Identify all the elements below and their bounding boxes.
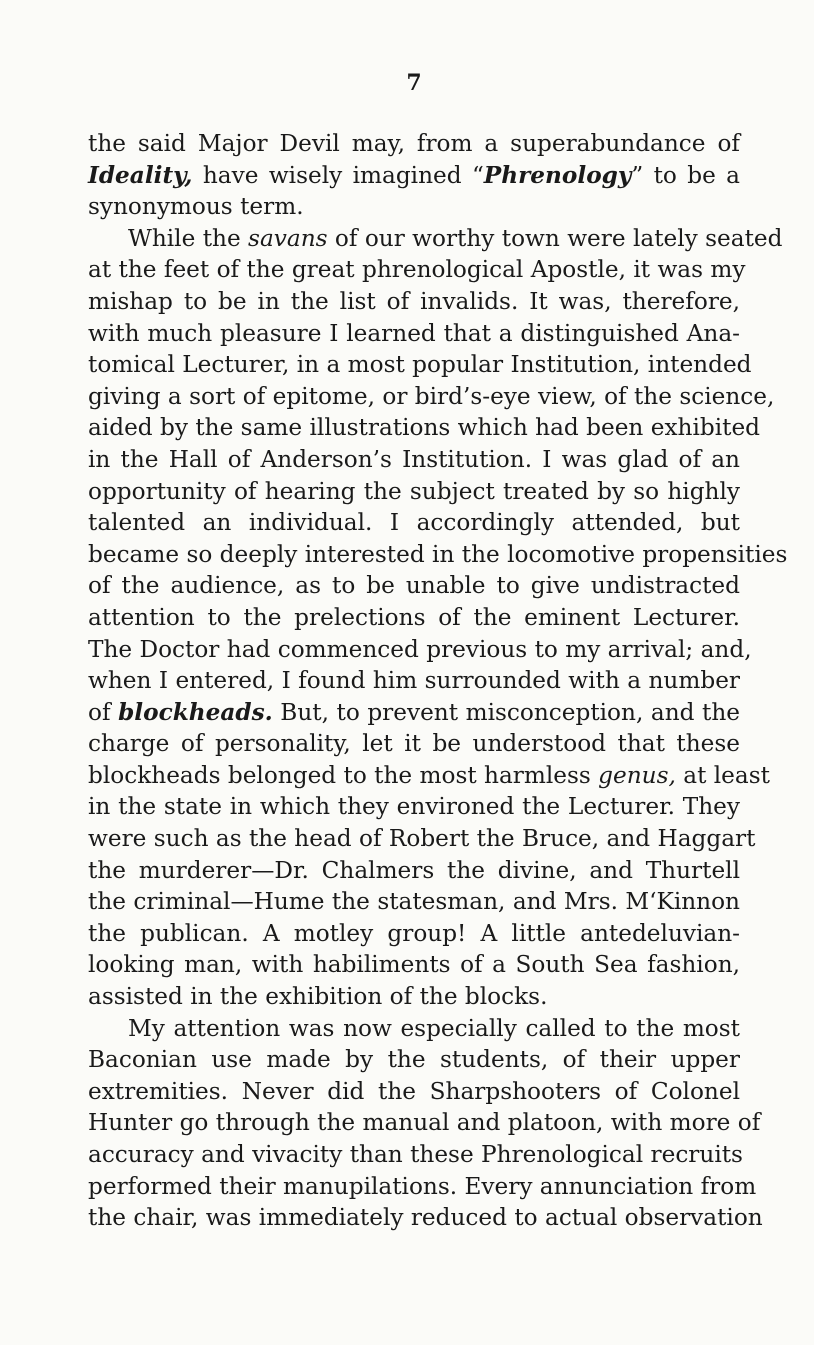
text-run: assisted in the exhibition of the blocks. — [88, 983, 548, 1011]
text-run: the publican. A motley group! A little antedeluvian- — [88, 919, 740, 947]
emphasized-text: genus, — [598, 761, 676, 789]
text-run: synonymous term. — [88, 193, 304, 221]
text-line — [88, 254, 746, 286]
text-run: of — [88, 698, 119, 726]
text-line — [88, 412, 761, 444]
text-line — [88, 1202, 763, 1234]
emphasized-text: Phrenology — [483, 161, 632, 189]
text-line — [88, 918, 740, 950]
emphasized-text: savans — [248, 224, 328, 252]
text-line — [88, 949, 740, 981]
text-run: have wisely imagined “ — [192, 161, 484, 189]
text-run: at least — [675, 761, 770, 789]
text-line — [88, 728, 740, 760]
text-run: My attention was now especially called to the most — [128, 1014, 740, 1042]
text-run: The Doctor had commenced previous to my arrival; and, — [88, 635, 752, 663]
text-line — [88, 697, 740, 729]
text-run: looking man, with habiliments of a South Sea fashion, — [88, 951, 740, 979]
text-line — [88, 634, 752, 666]
text-line — [88, 1139, 743, 1171]
body-text — [88, 128, 788, 1234]
text-run: But, to prevent misconception, and the — [272, 698, 740, 726]
text-run: at the feet of the great phrenological Apostle, it was my — [88, 256, 746, 284]
text-line — [88, 476, 740, 508]
text-line — [88, 886, 740, 918]
text-run: performed their manupilations. Every annunciation from — [88, 1172, 757, 1200]
text-run: in the Hall of Anderson’s Institution. I was glad of an — [88, 445, 740, 473]
text-line — [88, 223, 783, 255]
text-run: tomical Lecturer, in a most popular Institution, intended — [88, 351, 752, 379]
text-line — [88, 1044, 740, 1076]
text-run: Baconian use made by the students, of their upper — [88, 1046, 740, 1074]
text-run: when I entered, I found him surrounded with a number — [88, 667, 740, 695]
text-run: extremities. Never did the Sharpshooters of Colonel — [88, 1077, 740, 1105]
text-run: opportunity of hearing the subject treated by so highly — [88, 477, 740, 505]
text-line — [88, 286, 740, 318]
text-line — [88, 507, 740, 539]
page-number: 7 — [406, 70, 422, 96]
text-run: While the — [128, 224, 249, 252]
text-run: were such as the head of Robert the Bruce, and Haggart — [88, 825, 756, 853]
text-line — [88, 981, 740, 1013]
text-line — [88, 823, 756, 855]
text-run: the chair, was immediately reduced to actual observation — [88, 1204, 763, 1232]
text-run: Hunter go through the manual and platoon, with more of — [88, 1109, 761, 1137]
text-line — [88, 1013, 740, 1045]
text-run: in the state in which they environed the Lecturer. They — [88, 793, 740, 821]
text-run: the murderer—Dr. Chalmers the divine, and Thurtell — [88, 856, 740, 884]
text-run: charge of personality, let it be understood that these — [88, 730, 740, 758]
text-line — [88, 1171, 757, 1203]
text-run: the criminal—Hume the statesman, and Mrs. M‘Kinnon — [88, 888, 740, 916]
text-line — [88, 855, 740, 887]
text-run: ” to be a — [631, 161, 740, 189]
text-line — [88, 539, 788, 571]
text-line — [88, 665, 740, 697]
emphasized-text: Ideality, — [88, 161, 193, 189]
text-run: the said Major Devil may, from a superabundance of — [88, 130, 740, 157]
text-line — [88, 318, 740, 350]
text-line — [88, 1107, 761, 1139]
text-run: of our worthy town were lately seated — [327, 224, 783, 252]
text-line — [88, 570, 740, 602]
text-line — [88, 1076, 740, 1108]
text-line — [88, 444, 740, 476]
text-run: mishap to be in the list of invalids. It was, therefore, — [88, 287, 740, 315]
text-line — [88, 191, 740, 223]
emphasized-text: blockheads. — [118, 698, 273, 726]
text-run: accuracy and vivacity than these Phrenological recruits — [88, 1141, 743, 1168]
text-line — [88, 160, 740, 192]
text-run: giving a sort of epitome, or bird’s-eye view, of the science, — [88, 382, 775, 410]
text-line — [88, 349, 752, 381]
text-run: talented an individual. I accordingly attended, but — [88, 509, 740, 537]
text-run: aided by the same illustrations which had been exhibited — [88, 414, 761, 442]
text-run: of the audience, as to be unable to give undistracted — [88, 572, 740, 600]
text-run: became so deeply interested in the locomotive propensities — [88, 540, 788, 568]
text-line — [88, 128, 740, 160]
text-run: blockheads belonged to the most harmless — [88, 761, 599, 789]
text-run: with much pleasure I learned that a distinguished Ana- — [88, 319, 740, 347]
text-run: attention to the prelections of the eminent Lecturer. — [88, 603, 740, 631]
text-line — [88, 791, 740, 823]
text-line — [88, 602, 740, 634]
text-line — [88, 760, 770, 792]
text-line — [88, 381, 775, 413]
